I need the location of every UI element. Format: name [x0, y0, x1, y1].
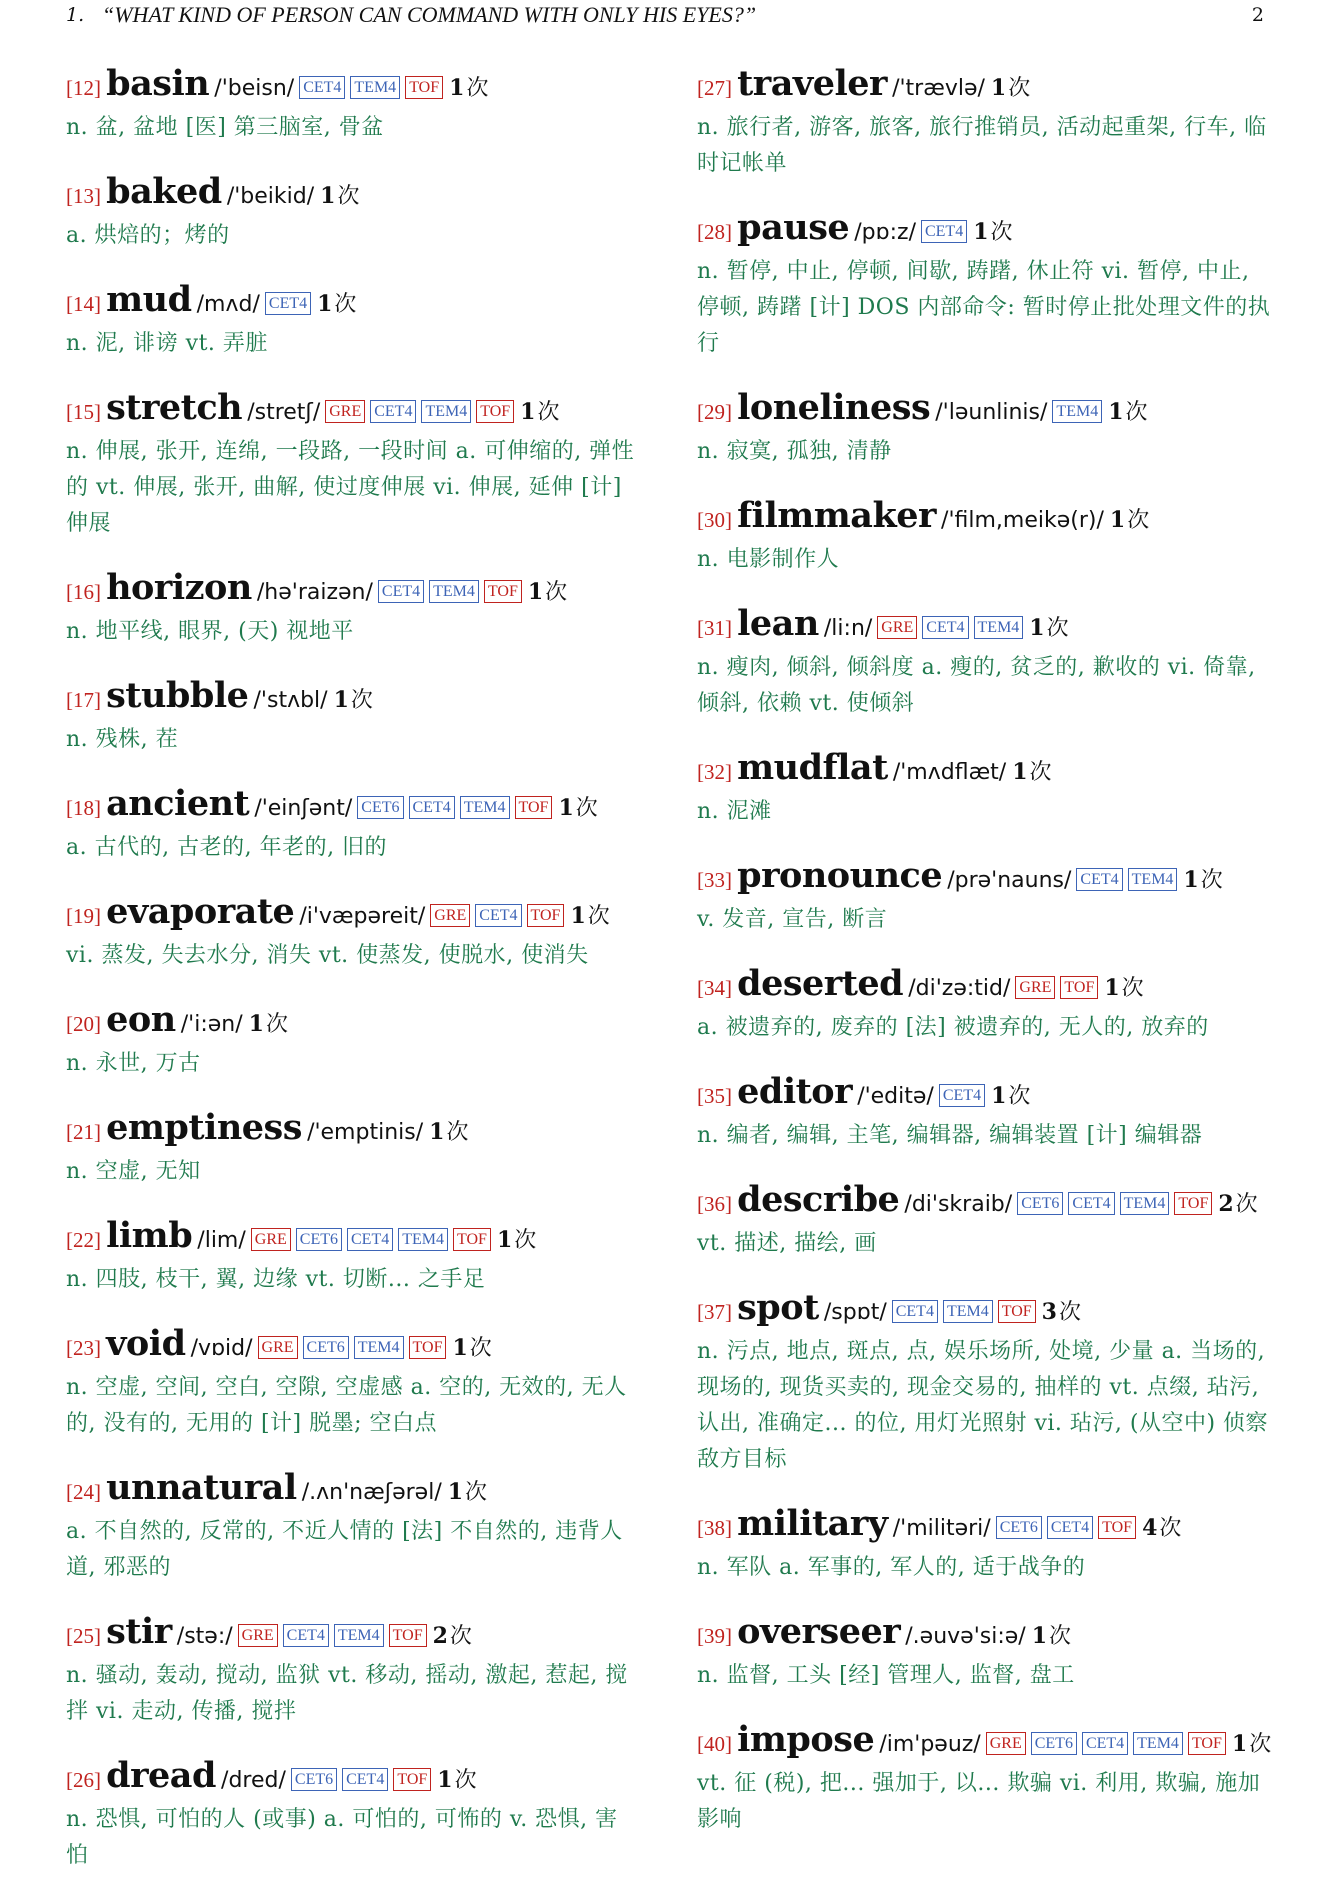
entry-index: [39] [697, 1624, 732, 1648]
entry-phonetic: /hə'raizən/ [256, 580, 373, 605]
entry-definition: n. 电影制作人 [697, 547, 840, 572]
vocab-entry [697, 856, 1271, 938]
entry-count: 2 [432, 1623, 448, 1649]
entry-definition: a. 古代的, 古老的, 年老的, 旧的 [66, 835, 388, 860]
entry-definition: n. 监督, 工头 [经] 管理人, 监督, 盘工 [697, 1663, 1075, 1688]
exam-tag: TOF [409, 1336, 447, 1359]
entry-word: basin [106, 63, 210, 104]
entry-count: 2 [1218, 1191, 1234, 1217]
entry-phonetic: /stretʃ/ [247, 400, 321, 425]
entry-word: pronounce [737, 855, 943, 896]
exam-tag: TOF [1174, 1192, 1212, 1215]
entry-head [66, 892, 636, 938]
entry-head [66, 1324, 636, 1370]
entry-index: [15] [66, 400, 101, 424]
entry-word: pause [737, 207, 850, 248]
entry-phonetic: /'emptinis/ [307, 1120, 424, 1145]
entry-phonetic: /'ləunlinis/ [935, 400, 1048, 425]
entry-count: 3 [1041, 1299, 1057, 1325]
vocab-entry [66, 676, 636, 758]
entry-word: stretch [106, 387, 243, 428]
entry-definition: a. 不自然的, 反常的, 不近人情的 [法] 不自然的, 违背人道, 邪恶的 [66, 1519, 623, 1580]
entry-word: dread [106, 1755, 216, 1796]
entry-index: [12] [66, 76, 101, 100]
exam-tag: GRE [1015, 976, 1055, 999]
exam-tag: CET4 [939, 1084, 985, 1107]
entry-index: [22] [66, 1228, 101, 1252]
count-suffix: 次 [1125, 400, 1148, 425]
page-header [66, 2, 1264, 32]
exam-tag: TOF [393, 1768, 431, 1791]
entry-word: military [737, 1503, 888, 1544]
exam-tag: TEM4 [1128, 868, 1178, 891]
exam-tag: CET4 [370, 400, 416, 423]
count-suffix: 次 [1249, 1732, 1272, 1757]
entry-head [66, 1756, 636, 1802]
entry-index: [30] [697, 508, 732, 532]
entry-count: 1 [990, 75, 1007, 101]
exam-tag: CET4 [475, 904, 521, 927]
entry-count: 1 [447, 1479, 464, 1505]
exam-tag: TOF [527, 904, 565, 927]
exam-tag: TOF [389, 1624, 427, 1647]
entry-definition: n. 恐惧, 可怕的人 (或事) a. 可怕的, 可怖的 v. 恐惧, 害怕 [66, 1807, 618, 1868]
entry-phonetic: /.əuvə'si:ə/ [905, 1624, 1026, 1649]
entry-count: 1 [333, 687, 349, 713]
entry-head [697, 964, 1271, 1010]
entry-head [66, 1216, 636, 1262]
count-suffix: 次 [454, 1768, 477, 1793]
exam-tag: TOF [476, 400, 514, 423]
entry-index: [26] [66, 1768, 101, 1792]
entry-phonetic: /li:n/ [823, 616, 873, 641]
entry-count: 1 [1183, 867, 1199, 893]
count-suffix: 次 [449, 1624, 472, 1649]
entry-definition: n. 寂寞, 孤独, 清静 [697, 439, 892, 464]
entry-definition: a. 烘焙的；烤的 [66, 223, 230, 248]
exam-tag: GRE [430, 904, 470, 927]
entry-definition: vt. 征 (税), 把... 强加于, 以... 欺骗 vi. 利用, 欺骗, 施加影响 [697, 1771, 1261, 1832]
entry-index: [31] [697, 616, 732, 640]
entry-word: overseer [737, 1611, 901, 1652]
entry-index: [14] [66, 292, 101, 316]
exam-tag: CET4 [1047, 1516, 1093, 1539]
vocab-entry [66, 1108, 636, 1190]
exam-tag: GRE [986, 1732, 1026, 1755]
entry-word: void [106, 1323, 186, 1364]
entry-head [66, 1468, 636, 1514]
entry-index: [16] [66, 580, 101, 604]
exam-tag: TEM4 [398, 1228, 448, 1251]
entry-head [697, 1504, 1271, 1550]
entry-phonetic: /'einʃənt/ [254, 796, 353, 821]
entry-word: lean [737, 603, 819, 644]
exam-tag: CET4 [1076, 868, 1122, 891]
vocab-entry [66, 1756, 636, 1874]
exam-tag: CET6 [1031, 1732, 1077, 1755]
entry-count: 1 [558, 795, 574, 821]
exam-tag: TOF [515, 796, 553, 819]
exam-tag: CET6 [291, 1768, 337, 1791]
exam-tag: TEM4 [974, 616, 1024, 639]
entry-definition: v. 发音, 宣告, 断言 [697, 907, 888, 932]
exam-tag: CET4 [1082, 1732, 1128, 1755]
exam-tag: CET4 [347, 1228, 393, 1251]
exam-tag: CET6 [1017, 1192, 1063, 1215]
entry-word: traveler [737, 63, 887, 104]
page-number: 2 [1251, 4, 1264, 26]
exam-tag: CET6 [296, 1228, 342, 1251]
entry-head [66, 280, 636, 326]
vocab-entry [697, 1504, 1271, 1586]
exam-tag: CET4 [921, 220, 967, 243]
entry-phonetic: /prə'nauns/ [947, 868, 1072, 893]
entry-index: [37] [697, 1300, 732, 1324]
entry-definition: n. 四肢, 枝干, 翼, 边缘 vt. 切断... 之手足 [66, 1267, 486, 1292]
exam-tag: CET4 [299, 76, 345, 99]
vocab-entry [66, 568, 636, 650]
entry-index: [18] [66, 796, 101, 820]
exam-tag: TOF [1098, 1516, 1136, 1539]
entry-word: editor [737, 1071, 853, 1112]
entry-definition: n. 空虚, 无知 [66, 1159, 201, 1184]
entry-head [697, 748, 1271, 794]
entry-head [66, 64, 636, 110]
entry-definition: n. 永世, 万古 [66, 1051, 201, 1076]
count-suffix: 次 [1049, 1624, 1072, 1649]
entry-word: describe [737, 1179, 900, 1220]
entry-word: evaporate [106, 891, 295, 932]
exam-tag: CET4 [265, 292, 311, 315]
exam-tag: TEM4 [334, 1624, 384, 1647]
vocab-entry [697, 1612, 1271, 1694]
entry-index: [29] [697, 400, 732, 424]
entry-definition: n. 暂停, 中止, 停顿, 间歇, 踌躇, 休止符 vi. 暂停, 中止, 停顿, 踌躇 [计] DOS 内部命令: 暂时停止批处理文件的执行 [697, 259, 1271, 356]
vocab-entry [66, 1216, 636, 1298]
entry-head [697, 64, 1271, 110]
exam-tag: CET4 [283, 1624, 329, 1647]
count-suffix: 次 [469, 1336, 492, 1361]
exam-tag: GRE [238, 1624, 278, 1647]
entry-count: 1 [1029, 615, 1045, 641]
exam-tag: TEM4 [350, 76, 400, 99]
count-suffix: 次 [537, 400, 560, 425]
entry-count: 1 [429, 1119, 445, 1145]
count-suffix: 次 [545, 580, 568, 605]
exam-tag: TEM4 [429, 580, 479, 603]
entry-head [697, 604, 1271, 650]
entry-head [697, 1072, 1271, 1118]
entry-head [66, 172, 636, 218]
entry-count: 1 [1031, 1623, 1047, 1649]
exam-tag: TEM4 [943, 1300, 993, 1323]
entry-count: 1 [317, 291, 333, 317]
exam-tag: CET4 [1068, 1192, 1114, 1215]
exam-tag: TEM4 [1052, 400, 1102, 423]
chapter-title: “WHAT KIND OF PERSON CAN COMMAND WITH ONLY HIS EYES?” [102, 2, 757, 27]
entry-word: eon [106, 999, 176, 1040]
entry-index: [23] [66, 1336, 101, 1360]
entry-index: [24] [66, 1480, 101, 1504]
count-suffix: 次 [337, 184, 360, 209]
entry-definition: n. 旅行者, 游客, 旅客, 旅行推销员, 活动起重架, 行车, 临时记帐单 [697, 115, 1267, 176]
vocab-entry [697, 1288, 1271, 1478]
entry-index: [25] [66, 1624, 101, 1648]
entry-head [697, 1612, 1271, 1658]
entry-phonetic: /dred/ [221, 1768, 286, 1793]
entry-index: [36] [697, 1192, 732, 1216]
exam-tag: GRE [258, 1336, 298, 1359]
exam-tag: TOF [1060, 976, 1098, 999]
entry-count: 1 [1109, 507, 1126, 533]
vocab-entry [66, 1612, 636, 1730]
left-column [66, 64, 636, 1900]
entry-count: 1 [973, 219, 989, 245]
vocab-entry [66, 280, 636, 362]
entry-word: loneliness [737, 387, 931, 428]
entry-word: stubble [106, 675, 249, 716]
count-suffix: 次 [587, 904, 610, 929]
entry-index: [27] [697, 76, 732, 100]
entry-phonetic: /di'zə:tid/ [908, 976, 1011, 1001]
count-suffix: 次 [1200, 868, 1223, 893]
entry-definition: n. 地平线, 眼界, (天) 视地平 [66, 619, 354, 644]
count-suffix: 次 [1159, 1516, 1182, 1541]
entry-index: [38] [697, 1516, 732, 1540]
vocab-entry [697, 1072, 1271, 1154]
count-suffix: 次 [575, 796, 598, 821]
entry-head [697, 1180, 1271, 1226]
entry-definition: vt. 描述, 描绘, 画 [697, 1231, 877, 1256]
entry-head [697, 1720, 1271, 1766]
entry-word: filmmaker [737, 495, 936, 536]
entry-phonetic: /stə:/ [176, 1624, 233, 1649]
entry-index: [28] [697, 220, 732, 244]
entry-count: 1 [1108, 399, 1124, 425]
entry-index: [17] [66, 688, 101, 712]
vocab-entry [697, 748, 1271, 830]
vocab-entry [66, 388, 636, 542]
entry-head [697, 388, 1271, 434]
exam-tag: TEM4 [460, 796, 510, 819]
entry-definition: n. 骚动, 轰动, 搅动, 监狱 vt. 移动, 摇动, 激起, 惹起, 搅拌 vi. 走动, 传播, 搅拌 [66, 1663, 628, 1724]
entry-definition: vi. 蒸发, 失去水分, 消失 vt. 使蒸发, 使脱水, 使消失 [66, 943, 589, 968]
entry-head [697, 208, 1271, 254]
entry-phonetic: /mʌd/ [196, 292, 260, 317]
entry-count: 1 [1012, 759, 1028, 785]
entry-index: [34] [697, 976, 732, 1000]
entry-count: 1 [570, 903, 586, 929]
exam-tag: TEM4 [1120, 1192, 1170, 1215]
entry-head [66, 784, 636, 830]
exam-tag: CET6 [996, 1516, 1042, 1539]
count-suffix: 次 [1058, 1300, 1081, 1325]
entry-index: [20] [66, 1012, 101, 1036]
vocab-entry [66, 892, 636, 974]
entry-count: 1 [452, 1335, 468, 1361]
entry-count: 1 [449, 75, 465, 101]
vocab-entry [66, 64, 636, 146]
entry-phonetic: /'trævlə/ [892, 76, 985, 101]
entry-phonetic: /'mʌdflæt/ [892, 760, 1007, 785]
count-suffix: 次 [265, 1012, 288, 1037]
right-column [697, 64, 1271, 1864]
entry-phonetic: /pɒ:z/ [854, 220, 916, 245]
vocab-entry [66, 784, 636, 866]
entry-definition: n. 军队 a. 军事的, 军人的, 适于战争的 [697, 1555, 1086, 1580]
entry-phonetic: /di'skraib/ [904, 1192, 1013, 1217]
exam-tag: GRE [325, 400, 365, 423]
entry-head [66, 388, 636, 434]
entry-phonetic: /im'pəuz/ [879, 1732, 981, 1757]
count-suffix: 次 [334, 292, 357, 317]
entry-head [66, 1612, 636, 1658]
entry-phonetic: /.ʌn'næʃərəl/ [301, 1480, 442, 1505]
exam-tag: CET6 [303, 1336, 349, 1359]
chapter-number: 1. [66, 4, 85, 26]
entry-definition: n. 编者, 编辑, 主笔, 编辑器, 编辑装置 [计] 编辑器 [697, 1123, 1203, 1148]
count-suffix: 次 [1046, 616, 1069, 641]
vocab-entry [697, 1180, 1271, 1262]
count-suffix: 次 [1127, 508, 1150, 533]
count-suffix: 次 [514, 1228, 537, 1253]
entry-definition: n. 盆, 盆地 [医] 第三脑室, 骨盆 [66, 115, 384, 140]
entry-count: 1 [527, 579, 544, 605]
entry-word: limb [106, 1215, 193, 1256]
entry-phonetic: /lim/ [197, 1228, 246, 1253]
entry-phonetic: /spɒt/ [823, 1300, 887, 1325]
vocab-entry [697, 1720, 1271, 1838]
entry-head [66, 676, 636, 722]
entry-phonetic: /'i:ən/ [180, 1012, 243, 1037]
entry-phonetic: /'militəri/ [892, 1516, 991, 1541]
entry-phonetic: /'film,meikə(r)/ [941, 508, 1104, 533]
entry-word: deserted [737, 963, 904, 1004]
exam-tag: CET4 [409, 796, 455, 819]
count-suffix: 次 [990, 220, 1013, 245]
exam-tag: GRE [251, 1228, 291, 1251]
entry-count: 1 [496, 1227, 513, 1253]
exam-tag: TEM4 [354, 1336, 404, 1359]
entry-word: emptiness [106, 1107, 302, 1148]
exam-tag: CET4 [922, 616, 968, 639]
count-suffix: 次 [466, 76, 489, 101]
entry-word: impose [737, 1719, 875, 1760]
count-suffix: 次 [1235, 1192, 1258, 1217]
exam-tag: TEM4 [421, 400, 471, 423]
exam-tag: CET4 [378, 580, 424, 603]
entry-index: [13] [66, 184, 101, 208]
vocab-entry [66, 1324, 636, 1442]
entry-word: horizon [106, 567, 252, 608]
count-suffix: 次 [1008, 1084, 1031, 1109]
exam-tag: GRE [877, 616, 917, 639]
vocab-entry [697, 208, 1271, 362]
entry-phonetic: /'editə/ [857, 1084, 934, 1109]
entry-index: [21] [66, 1120, 101, 1144]
vocab-entry [697, 388, 1271, 470]
exam-tag: TEM4 [1133, 1732, 1183, 1755]
count-suffix: 次 [465, 1480, 488, 1505]
exam-tag: CET4 [342, 1768, 388, 1791]
exam-tag: TOF [405, 76, 443, 99]
entry-head [697, 856, 1271, 902]
entry-count: 1 [520, 399, 536, 425]
entry-count: 1 [320, 183, 336, 209]
entry-word: ancient [106, 783, 250, 824]
entry-word: spot [737, 1287, 819, 1328]
vocab-entry [66, 1468, 636, 1586]
entry-word: mudflat [737, 747, 888, 788]
entry-head [66, 1000, 636, 1046]
count-suffix: 次 [350, 688, 373, 713]
entry-index: [40] [697, 1732, 732, 1756]
entry-phonetic: /'stʌbl/ [253, 688, 328, 713]
entry-count: 1 [1104, 975, 1120, 1001]
exam-tag: CET6 [357, 796, 403, 819]
entry-definition: n. 残株, 茬 [66, 727, 179, 752]
count-suffix: 次 [446, 1120, 469, 1145]
entry-definition: n. 瘦肉, 倾斜, 倾斜度 a. 瘦的, 贫乏的, 歉收的 vi. 倚靠, 倾斜, 依赖 vt. 使倾斜 [697, 655, 1256, 716]
entry-phonetic: /i'væpəreit/ [299, 904, 426, 929]
exam-tag: CET4 [892, 1300, 938, 1323]
vocab-entry [697, 604, 1271, 722]
count-suffix: 次 [1029, 760, 1052, 785]
entry-word: baked [106, 171, 222, 212]
entry-index: [19] [66, 904, 101, 928]
vocab-entry [66, 1000, 636, 1082]
entry-head [697, 496, 1271, 542]
entry-phonetic: /'beikid/ [226, 184, 315, 209]
entry-head [697, 1288, 1271, 1334]
entry-head [66, 1108, 636, 1154]
entry-phonetic: /vɒid/ [190, 1336, 253, 1361]
entry-definition: n. 伸展, 张开, 连绵, 一段路, 一段时间 a. 可伸缩的, 弹性的 vt. 伸展, 张开, 曲解, 使过度伸展 vi. 伸展, 延伸 [计] 伸展 [66, 439, 635, 536]
entry-definition: n. 泥滩 [697, 799, 772, 824]
entry-index: [32] [697, 760, 732, 784]
entry-index: [35] [697, 1084, 732, 1108]
exam-tag: TOF [1188, 1732, 1226, 1755]
count-suffix: 次 [1008, 76, 1031, 101]
entry-word: unnatural [106, 1467, 297, 1508]
vocab-entry [697, 64, 1271, 182]
entry-definition: n. 泥, 诽谤 vt. 弄脏 [66, 331, 268, 356]
entry-count: 1 [248, 1011, 264, 1037]
entry-definition: a. 被遗弃的, 废弃的 [法] 被遗弃的, 无人的, 放弃的 [697, 1015, 1209, 1040]
entry-definition: n. 污点, 地点, 斑点, 点, 娱乐场所, 处境, 少量 a. 当场的, 现场的, 现货买卖的, 现金交易的, 抽样的 vt. 点缀, 玷污, 认出, 准确定... 的位, 用灯光照射 vi. 玷污, (从空中) 侦察敌方目标 [697, 1339, 1269, 1472]
entry-head [66, 568, 636, 614]
exam-tag: TOF [484, 580, 522, 603]
entry-count: 1 [1231, 1731, 1248, 1757]
entry-index: [33] [697, 868, 732, 892]
vocab-entry [66, 172, 636, 254]
entry-word: stir [106, 1611, 172, 1652]
entry-count: 1 [991, 1083, 1007, 1109]
exam-tag: TOF [998, 1300, 1036, 1323]
entry-definition: n. 空虚, 空间, 空白, 空隙, 空虚感 a. 空的, 无效的, 无人的, 没有的, 无用的 [计] 脱墨; 空白点 [66, 1375, 627, 1436]
vocab-entry [697, 964, 1271, 1046]
count-suffix: 次 [1121, 976, 1144, 1001]
entry-phonetic: /'beisn/ [214, 76, 295, 101]
exam-tag: TOF [453, 1228, 491, 1251]
entry-word: mud [106, 279, 192, 320]
entry-count: 4 [1142, 1515, 1158, 1541]
vocab-entry [697, 496, 1271, 578]
entry-count: 1 [437, 1767, 453, 1793]
